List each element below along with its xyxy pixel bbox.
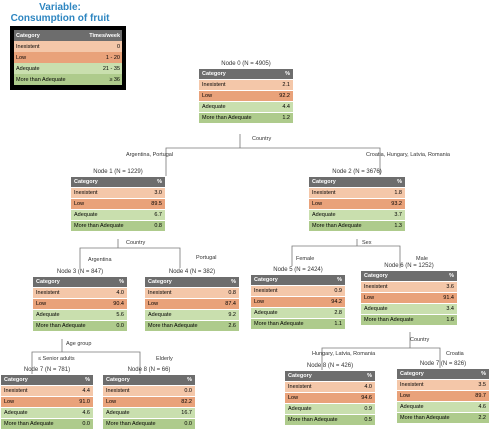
- node-value: 0.5: [350, 415, 375, 426]
- node-value: 5.6: [101, 310, 128, 321]
- node-category: Inexistent: [33, 288, 101, 299]
- legend-header-times: Times/week: [79, 30, 122, 41]
- node-category: Adequate: [145, 310, 213, 321]
- node-value: 2.2: [463, 413, 489, 424]
- node-category: More than Adequate: [285, 415, 351, 426]
- node-value: 4.4: [67, 386, 93, 397]
- split-variable-node0: Country: [252, 136, 272, 142]
- node-value: 0.0: [101, 321, 128, 332]
- node-category: More than Adequate: [199, 113, 267, 124]
- tree-node-5: [250, 266, 346, 330]
- node-header-percent: %: [139, 177, 166, 188]
- node-category: Low: [145, 299, 213, 310]
- node-category: Adequate: [285, 404, 351, 415]
- node-value: 16.7: [169, 408, 195, 419]
- node-category: More than Adequate: [361, 315, 431, 326]
- split-variable-node1: Country: [126, 240, 146, 246]
- node-title: Node 5 (N = 2424): [273, 267, 323, 273]
- node-category: More than Adequate: [251, 319, 319, 330]
- node-value: 0.9: [350, 404, 375, 415]
- node-value: 0.8: [213, 288, 240, 299]
- node-value: 3.4: [430, 304, 457, 315]
- node-header-percent: %: [319, 275, 346, 286]
- branch-label-node0-right: Croatia, Hungary, Latvia, Romania: [366, 152, 450, 158]
- node-value: 0.0: [169, 386, 195, 397]
- node-value: 92.2: [267, 91, 294, 102]
- node-category: Inexistent: [251, 286, 319, 297]
- node-value: 3.5: [463, 380, 489, 391]
- legend-category: Adequate: [14, 63, 79, 74]
- branch-label-node3-right: Elderly: [156, 356, 173, 362]
- node-header-percent: %: [213, 277, 240, 288]
- node-header-category: Category: [71, 177, 139, 188]
- node-category: Inexistent: [361, 282, 431, 293]
- node-category: Inexistent: [199, 80, 267, 91]
- node-value: 2.1: [267, 80, 294, 91]
- branch-label-node0-left: Argentina, Portugal: [126, 152, 174, 158]
- node-title: Node 6 (N = 1252): [384, 263, 434, 269]
- node-header-category: Category: [285, 371, 351, 382]
- tree-node-7-left: [0, 366, 94, 430]
- node-header-percent: %: [378, 177, 405, 188]
- node-header-category: Category: [397, 369, 464, 380]
- node-header-category: Category: [103, 375, 170, 386]
- node-category: Inexistent: [103, 386, 170, 397]
- node-title: Node 0 (N = 4905): [221, 61, 271, 67]
- node-category: More than Adequate: [397, 413, 464, 424]
- node-category: Low: [71, 199, 139, 210]
- node-category: Low: [33, 299, 101, 310]
- node-header-category: Category: [251, 275, 319, 286]
- node-value: 0.9: [319, 286, 346, 297]
- legend-value: ≥ 36: [79, 74, 122, 85]
- node-category: Low: [397, 391, 464, 402]
- node-header-category: Category: [33, 277, 101, 288]
- node-category: Inexistent: [309, 188, 379, 199]
- tree-node-3: [32, 268, 128, 332]
- legend-category: Inexistent: [14, 41, 79, 52]
- node-category: More than Adequate: [1, 419, 68, 430]
- node-category: More than Adequate: [309, 221, 379, 232]
- node-header-percent: %: [463, 369, 489, 380]
- node-category: Adequate: [103, 408, 170, 419]
- node-value: 4.0: [101, 288, 128, 299]
- tree-node-8-left: [102, 366, 196, 430]
- node-value: 91.4: [430, 293, 457, 304]
- node-header-category: Category: [1, 375, 68, 386]
- node-value: 4.6: [463, 402, 489, 413]
- node-value: 2.8: [319, 308, 346, 319]
- tree-node-1: [70, 168, 166, 232]
- node-value: 94.6: [350, 393, 375, 404]
- node-category: Adequate: [71, 210, 139, 221]
- tree-node-6: [360, 262, 458, 326]
- chart-title-line2: Consumption of fruit: [10, 13, 110, 24]
- branch-label-node1-left: Argentina: [88, 257, 112, 263]
- node-title: Node 8 (N = 426): [306, 363, 354, 369]
- node-category: Low: [361, 293, 431, 304]
- node-category: Low: [309, 199, 379, 210]
- node-category: Adequate: [1, 408, 68, 419]
- node-category: More than Adequate: [145, 321, 213, 332]
- node-header-percent: %: [430, 271, 457, 282]
- legend-header-category: Category: [14, 30, 79, 41]
- node-category: Inexistent: [285, 382, 351, 393]
- legend-category: Low: [14, 52, 79, 63]
- node-header-category: Category: [145, 277, 213, 288]
- node-header-category: Category: [361, 271, 431, 282]
- node-category: Adequate: [199, 102, 267, 113]
- node-value: 4.6: [67, 408, 93, 419]
- branch-label-node3-left: ≤ Senior adults: [38, 356, 75, 362]
- node-value: 1.2: [267, 113, 294, 124]
- node-category: Inexistent: [397, 380, 464, 391]
- node-category: Adequate: [251, 308, 319, 319]
- node-value: 2.6: [213, 321, 240, 332]
- legend-value: 0: [79, 41, 122, 52]
- tree-node-7-right: [396, 360, 490, 424]
- tree-node-4: [144, 268, 240, 332]
- node-value: 93.2: [378, 199, 405, 210]
- node-title: Node 4 (N = 382): [168, 269, 216, 275]
- node-value: 89.5: [139, 199, 166, 210]
- node-value: 0.8: [139, 221, 166, 232]
- node-header-percent: %: [267, 69, 294, 80]
- node-category: More than Adequate: [33, 321, 101, 332]
- split-variable-node6: Country: [410, 337, 430, 343]
- node-value: 1.3: [378, 221, 405, 232]
- branch-label-node6-left: Hungary, Latvia, Romania: [312, 351, 376, 357]
- tree-node-0: [198, 60, 294, 124]
- node-category: Adequate: [361, 304, 431, 315]
- node-title: Node 1 (N = 1229): [93, 169, 143, 175]
- node-title: Node 7 (N = 781): [23, 367, 71, 373]
- node-category: More than Adequate: [103, 419, 170, 430]
- node-header-percent: %: [350, 371, 375, 382]
- node-value: 9.2: [213, 310, 240, 321]
- node-category: Adequate: [397, 402, 464, 413]
- legend-value: 21 - 35: [79, 63, 122, 74]
- node-category: Inexistent: [71, 188, 139, 199]
- node-category: Adequate: [33, 310, 101, 321]
- node-value: 87.4: [213, 299, 240, 310]
- node-value: 82.2: [169, 397, 195, 408]
- branch-label-node2-right: Male: [416, 256, 428, 262]
- node-value: 1.1: [319, 319, 346, 330]
- node-category: More than Adequate: [71, 221, 139, 232]
- branch-label-node1-right: Portugal: [196, 255, 217, 261]
- node-value: 94.2: [319, 297, 346, 308]
- node-value: 6.7: [139, 210, 166, 221]
- node-value: 1.8: [378, 188, 405, 199]
- node-title: Node 2 (N = 3676): [332, 169, 382, 175]
- node-title: Node 3 (N = 847): [56, 269, 104, 275]
- node-category: Inexistent: [1, 386, 68, 397]
- node-header-category: Category: [309, 177, 379, 188]
- node-header-category: Category: [199, 69, 267, 80]
- node-header-percent: %: [169, 375, 195, 386]
- node-title: Node 8 (N = 66): [127, 367, 171, 373]
- node-title: Node 7 (N = 826): [419, 361, 467, 367]
- tree-node-2: [308, 168, 406, 232]
- branch-label-node6-right: Croatia: [446, 351, 464, 357]
- node-value: 91.0: [67, 397, 93, 408]
- node-header-percent: %: [67, 375, 93, 386]
- split-variable-node3: Age group: [66, 341, 92, 347]
- legend-value: 1 - 20: [79, 52, 122, 63]
- node-value: 3.7: [378, 210, 405, 221]
- node-category: Adequate: [309, 210, 379, 221]
- split-variable-node2: Sex: [362, 240, 372, 246]
- node-category: Low: [1, 397, 68, 408]
- node-category: Low: [251, 297, 319, 308]
- legend-category: More than Adequate: [14, 74, 79, 85]
- node-category: Low: [285, 393, 351, 404]
- node-value: 0.0: [169, 419, 195, 430]
- node-category: Low: [103, 397, 170, 408]
- node-category: Low: [199, 91, 267, 102]
- node-value: 3.6: [430, 282, 457, 293]
- node-value: 89.7: [463, 391, 489, 402]
- node-value: 3.0: [139, 188, 166, 199]
- node-header-percent: %: [101, 277, 128, 288]
- chart-title-line1: Variable:: [39, 2, 81, 13]
- node-value: 4.4: [267, 102, 294, 113]
- node-category: Inexistent: [145, 288, 213, 299]
- branch-label-node2-left: Female: [296, 256, 315, 262]
- node-value: 0.0: [67, 419, 93, 430]
- node-value: 1.6: [430, 315, 457, 326]
- node-value: 90.4: [101, 299, 128, 310]
- tree-node-8-right: [284, 362, 376, 426]
- node-value: 4.0: [350, 382, 375, 393]
